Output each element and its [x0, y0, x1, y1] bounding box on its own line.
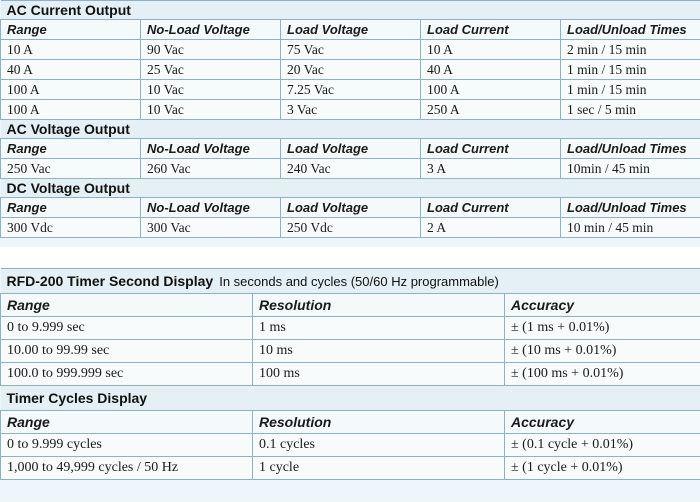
section-title [1, 120, 700, 139]
column-header: No-Load Voltage [141, 198, 281, 218]
section-title-text: Timer Cycles Display [6, 390, 148, 406]
table-row [1, 218, 700, 238]
table-row [1, 363, 700, 386]
table-cell: 3 A [421, 159, 561, 179]
table-cell: 100 ms [253, 363, 505, 386]
table-cell: 7.25 Vac [281, 80, 421, 100]
column-header: Accuracy [505, 411, 700, 434]
table-row [1, 40, 700, 60]
table-cell: 0 to 9.999 cycles [1, 434, 253, 457]
column-header: Range [1, 139, 141, 159]
table-cell: 10.00 to 99.99 sec [1, 340, 253, 363]
table-cell: 100 A [421, 80, 561, 100]
output-specs-table [0, 0, 700, 238]
table-cell: ± (0.1 cycle + 0.01%) [505, 434, 700, 457]
column-header: No-Load Voltage [141, 139, 281, 159]
table-cell: 300 Vdc [1, 218, 141, 238]
table-cell: 1 cycle [253, 457, 505, 480]
table-cell: 300 Vac [141, 218, 281, 238]
table-row [1, 80, 700, 100]
column-header: Load Voltage [281, 198, 421, 218]
column-header: Accuracy [505, 294, 700, 317]
table-cell: 10 Vac [141, 80, 281, 100]
column-header: Load Current [421, 139, 561, 159]
column-header: Resolution [253, 411, 505, 434]
table-row [1, 60, 700, 80]
timer-specs-panel [0, 268, 700, 502]
column-header: Load/Unload Times [561, 20, 700, 40]
table-cell: 100 A [1, 100, 141, 120]
table-cell: 20 Vac [281, 60, 421, 80]
table-cell: 75 Vac [281, 40, 421, 60]
column-header: Load Current [421, 198, 561, 218]
column-header: Load Current [421, 20, 561, 40]
column-header: Load Voltage [281, 139, 421, 159]
table-cell: 10 min / 45 min [561, 218, 700, 238]
table-cell: 1,000 to 49,999 cycles / 50 Hz [1, 457, 253, 480]
table-cell: 240 Vac [281, 159, 421, 179]
ac-current-title-row [1, 1, 700, 20]
table-cell: ± (10 ms + 0.01%) [505, 340, 700, 363]
table-cell: 250 Vac [1, 159, 141, 179]
table-cell: ± (1 ms + 0.01%) [505, 317, 700, 340]
table-cell: 1 sec / 5 min [561, 100, 700, 120]
table-cell: 260 Vac [141, 159, 281, 179]
column-header: Range [1, 20, 141, 40]
table-cell: 40 A [421, 60, 561, 80]
section-gap [0, 247, 700, 268]
table-cell: 250 Vdc [281, 218, 421, 238]
ac-voltage-title-row [1, 120, 700, 139]
table-row [1, 100, 700, 120]
table-row [1, 434, 700, 457]
table-cell: 40 A [1, 60, 141, 80]
column-header: Load/Unload Times [561, 139, 700, 159]
section-title [1, 269, 700, 294]
column-header: Resolution [253, 294, 505, 317]
column-header-row [1, 139, 700, 159]
timer-cycles-title-row [1, 386, 700, 411]
column-header: Load/Unload Times [561, 198, 700, 218]
table-row [1, 457, 700, 480]
dc-voltage-title-row [1, 179, 700, 198]
table-cell: 100.0 to 999.999 sec [1, 363, 253, 386]
table-row [1, 340, 700, 363]
table-cell: 3 Vac [281, 100, 421, 120]
column-header: Load Voltage [281, 20, 421, 40]
section-title [1, 179, 700, 198]
section-title-text: DC Voltage Output [6, 180, 130, 196]
table-cell: 0.1 cycles [253, 434, 505, 457]
section-title-text: AC Voltage Output [6, 121, 130, 137]
timer-seconds-title-row [1, 269, 700, 294]
column-header: Range [1, 294, 253, 317]
table-cell: 0 to 9.999 sec [1, 317, 253, 340]
table-cell: 100 A [1, 80, 141, 100]
column-header-row [1, 20, 700, 40]
section-subtitle: In seconds and cycles (50/60 Hz programmable) [219, 274, 499, 289]
section-title [1, 386, 700, 411]
column-header: No-Load Voltage [141, 20, 281, 40]
column-header-row [1, 198, 700, 218]
table-cell: 2 min / 15 min [561, 40, 700, 60]
output-specs-panel [0, 0, 700, 247]
table-cell: ± (1 cycle + 0.01%) [505, 457, 700, 480]
timer-specs-table [0, 268, 700, 480]
table-cell: 10min / 45 min [561, 159, 700, 179]
table-cell: ± (100 ms + 0.01%) [505, 363, 700, 386]
column-header-row [1, 411, 700, 434]
section-title [1, 1, 700, 20]
section-title-text: RFD-200 Timer Second Display [6, 273, 214, 289]
table-row [1, 159, 700, 179]
table-cell: 1 min / 15 min [561, 60, 700, 80]
table-cell: 1 ms [253, 317, 505, 340]
column-header-row [1, 294, 700, 317]
table-cell: 250 A [421, 100, 561, 120]
table-cell: 25 Vac [141, 60, 281, 80]
table-cell: 2 A [421, 218, 561, 238]
table-cell: 10 Vac [141, 100, 281, 120]
table-cell: 1 min / 15 min [561, 80, 700, 100]
table-cell: 90 Vac [141, 40, 281, 60]
section-title-text: AC Current Output [6, 2, 131, 18]
column-header: Range [1, 411, 253, 434]
table-cell: 10 ms [253, 340, 505, 363]
table-cell: 10 A [1, 40, 141, 60]
column-header: Range [1, 198, 141, 218]
table-cell: 10 A [421, 40, 561, 60]
table-row [1, 317, 700, 340]
